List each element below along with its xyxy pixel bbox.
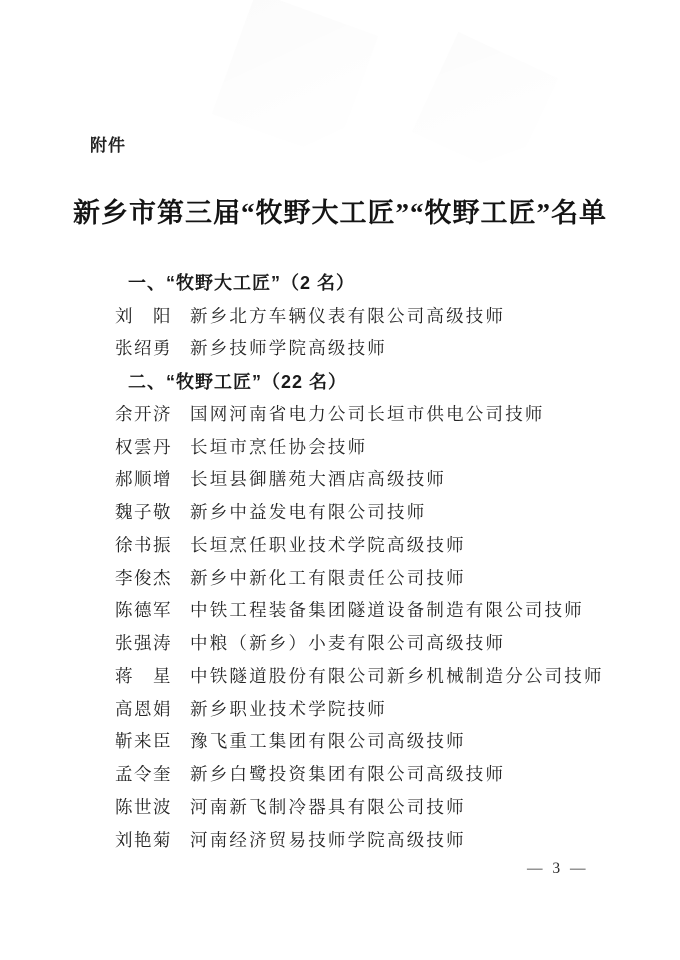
person-affiliation: 新乡技师学院高级技师 [190, 338, 387, 359]
page-number: — 3 — [527, 860, 589, 877]
person-name: 陈德军 [115, 600, 172, 621]
attachment-label: 附件 [90, 136, 126, 155]
person-name: 蒋 星 [115, 665, 172, 686]
person-name: 郝顺增 [115, 469, 172, 490]
list-item [0, 463, 680, 496]
person-affiliation: 河南经济贸易技师学院高级技师 [190, 829, 466, 850]
list-item [0, 332, 680, 365]
person-name: 徐书振 [115, 534, 172, 555]
person-affiliation: 河南新飞制冷器具有限公司技师 [190, 796, 466, 817]
list-item [0, 626, 680, 659]
person-name: 靳来臣 [115, 731, 172, 752]
person-name: 孟令奎 [115, 764, 172, 785]
list-item [0, 397, 680, 430]
document-title: 新乡市第三届“牧野大工匠”“牧野工匠”名单 [73, 198, 607, 228]
person-affiliation: 新乡白鹭投资集团有限公司高级技师 [190, 764, 506, 785]
person-affiliation: 长垣市烹任协会技师 [190, 436, 368, 457]
award-list [0, 266, 680, 856]
person-name: 刘 阳 [115, 305, 172, 326]
list-item [0, 823, 680, 856]
person-affiliation: 豫飞重工集团有限公司高级技师 [190, 731, 466, 752]
person-affiliation: 长垣县御膳苑大酒店高级技师 [190, 469, 447, 490]
person-name: 权雲丹 [115, 436, 172, 457]
list-item [0, 659, 680, 692]
person-affiliation: 长垣烹任职业技术学院高级技师 [190, 534, 466, 555]
person-affiliation: 中铁隧道股份有限公司新乡机械制造分公司技师 [190, 665, 604, 686]
section-1-heading: 一、“牧野大工匠”（2 名） [128, 273, 356, 294]
list-item [0, 528, 680, 561]
person-name: 魏子敬 [115, 502, 172, 523]
person-affiliation: 新乡北方车辆仪表有限公司高级技师 [190, 305, 506, 326]
list-item [0, 561, 680, 594]
person-name: 余开济 [115, 403, 172, 424]
list-item [0, 430, 680, 463]
scan-artifact [212, 0, 379, 158]
person-name: 李俊杰 [115, 567, 172, 588]
person-name: 高恩娟 [115, 698, 172, 719]
person-affiliation: 新乡中新化工有限责任公司技师 [190, 567, 466, 588]
list-item [0, 757, 680, 790]
list-item [0, 594, 680, 627]
list-item [0, 725, 680, 758]
person-affiliation: 新乡中益发电有限公司技师 [190, 502, 427, 523]
person-affiliation: 中铁工程装备集团隧道设备制造有限公司技师 [190, 600, 584, 621]
person-name: 陈世波 [115, 796, 172, 817]
list-item [0, 299, 680, 332]
person-affiliation: 国网河南省电力公司长垣市供电公司技师 [190, 403, 545, 424]
scan-artifact [412, 32, 558, 178]
person-name: 张绍勇 [115, 338, 172, 359]
person-name: 张强涛 [115, 633, 172, 654]
list-item [0, 790, 680, 823]
list-item [0, 692, 680, 725]
person-affiliation: 新乡职业技术学院技师 [190, 698, 387, 719]
person-affiliation: 中粮（新乡）小麦有限公司高级技师 [190, 633, 506, 654]
section-2-heading: 二、“牧野工匠”（22 名） [128, 371, 348, 392]
person-name: 刘艳菊 [115, 829, 172, 850]
list-item [0, 495, 680, 528]
